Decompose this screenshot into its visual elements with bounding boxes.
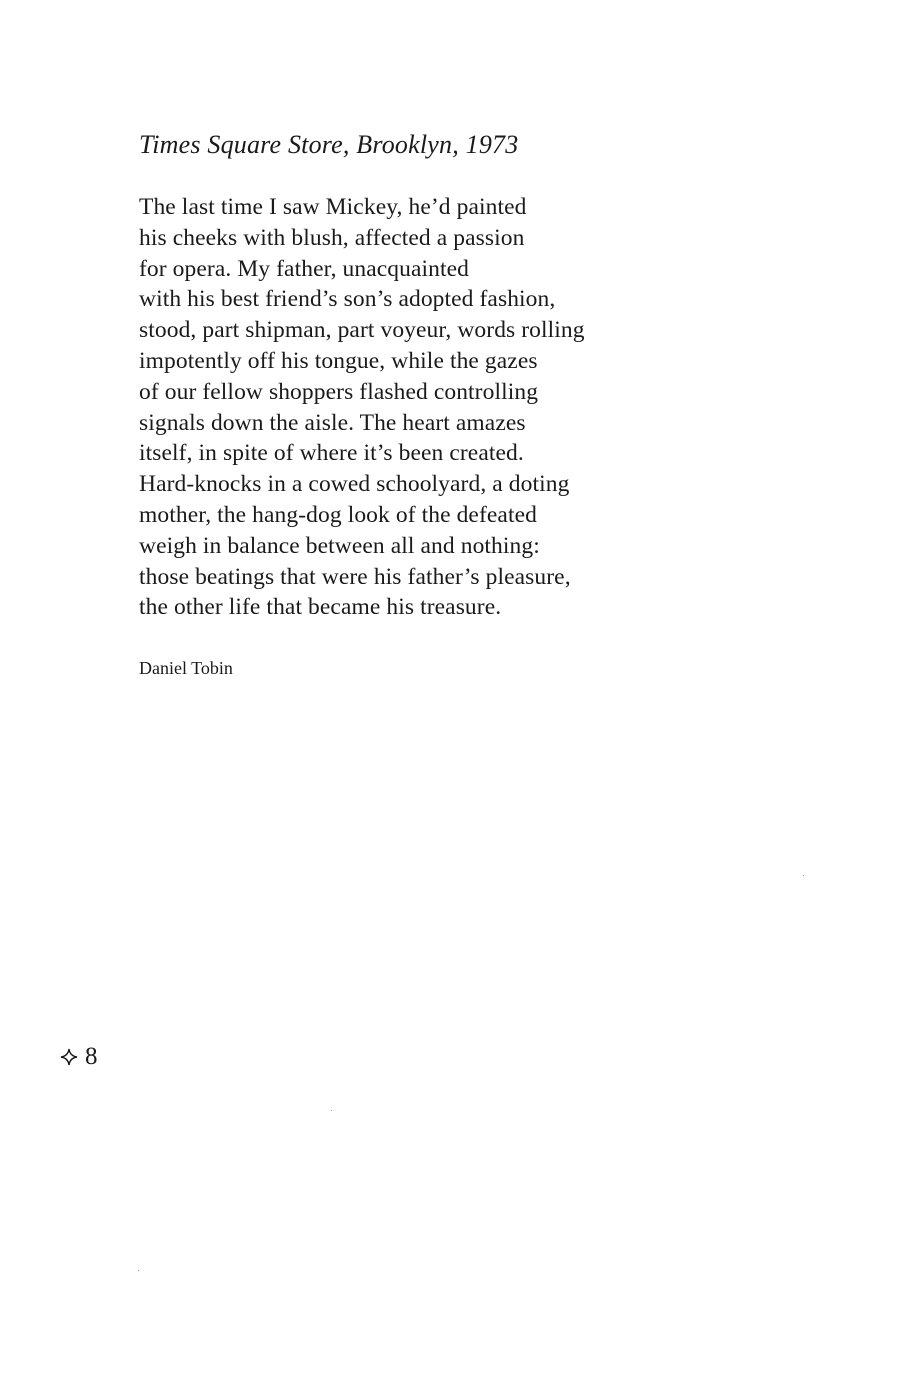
- poem-line: stood, part shipman, part voyeur, words rolling: [139, 317, 585, 344]
- poem-title: Times Square Store, Brooklyn, 1973: [139, 130, 519, 159]
- poem-body: [139, 192, 585, 623]
- poem-line: weigh in balance between all and nothing:: [139, 532, 540, 559]
- poem-line: the other life that became his treasure.: [139, 594, 502, 621]
- scan-speck: [803, 875, 804, 876]
- poem-line: Hard-knocks in a cowed schoolyard, a doting: [139, 471, 570, 498]
- poem-line: mother, the hang-dog look of the defeated: [139, 501, 537, 528]
- poem-line: those beatings that were his father’s pleasure,: [139, 563, 571, 590]
- poem-line: of our fellow shoppers flashed controlling: [139, 378, 539, 405]
- poem-line: The last time I saw Mickey, he’d painted: [139, 194, 527, 220]
- page-number: 8: [85, 1043, 98, 1070]
- poem-author: Daniel Tobin: [139, 658, 233, 678]
- scan-speck: [331, 1110, 332, 1111]
- poem-line: with his best friend’s son’s adopted fashion,: [139, 286, 556, 313]
- poem-line: his cheeks with blush, affected a passion: [139, 224, 525, 251]
- poem-line: itself, in spite of where it’s been created.: [139, 440, 524, 467]
- poem-line: impotently off his tongue, while the gazes: [139, 347, 538, 374]
- page-folio: [60, 1043, 98, 1071]
- four-point-star-outline-icon: [60, 1048, 78, 1066]
- poem-line: signals down the aisle. The heart amazes: [139, 409, 526, 436]
- poem-line: for opera. My father, unacquainted: [139, 255, 470, 282]
- scan-speck: [138, 1270, 139, 1271]
